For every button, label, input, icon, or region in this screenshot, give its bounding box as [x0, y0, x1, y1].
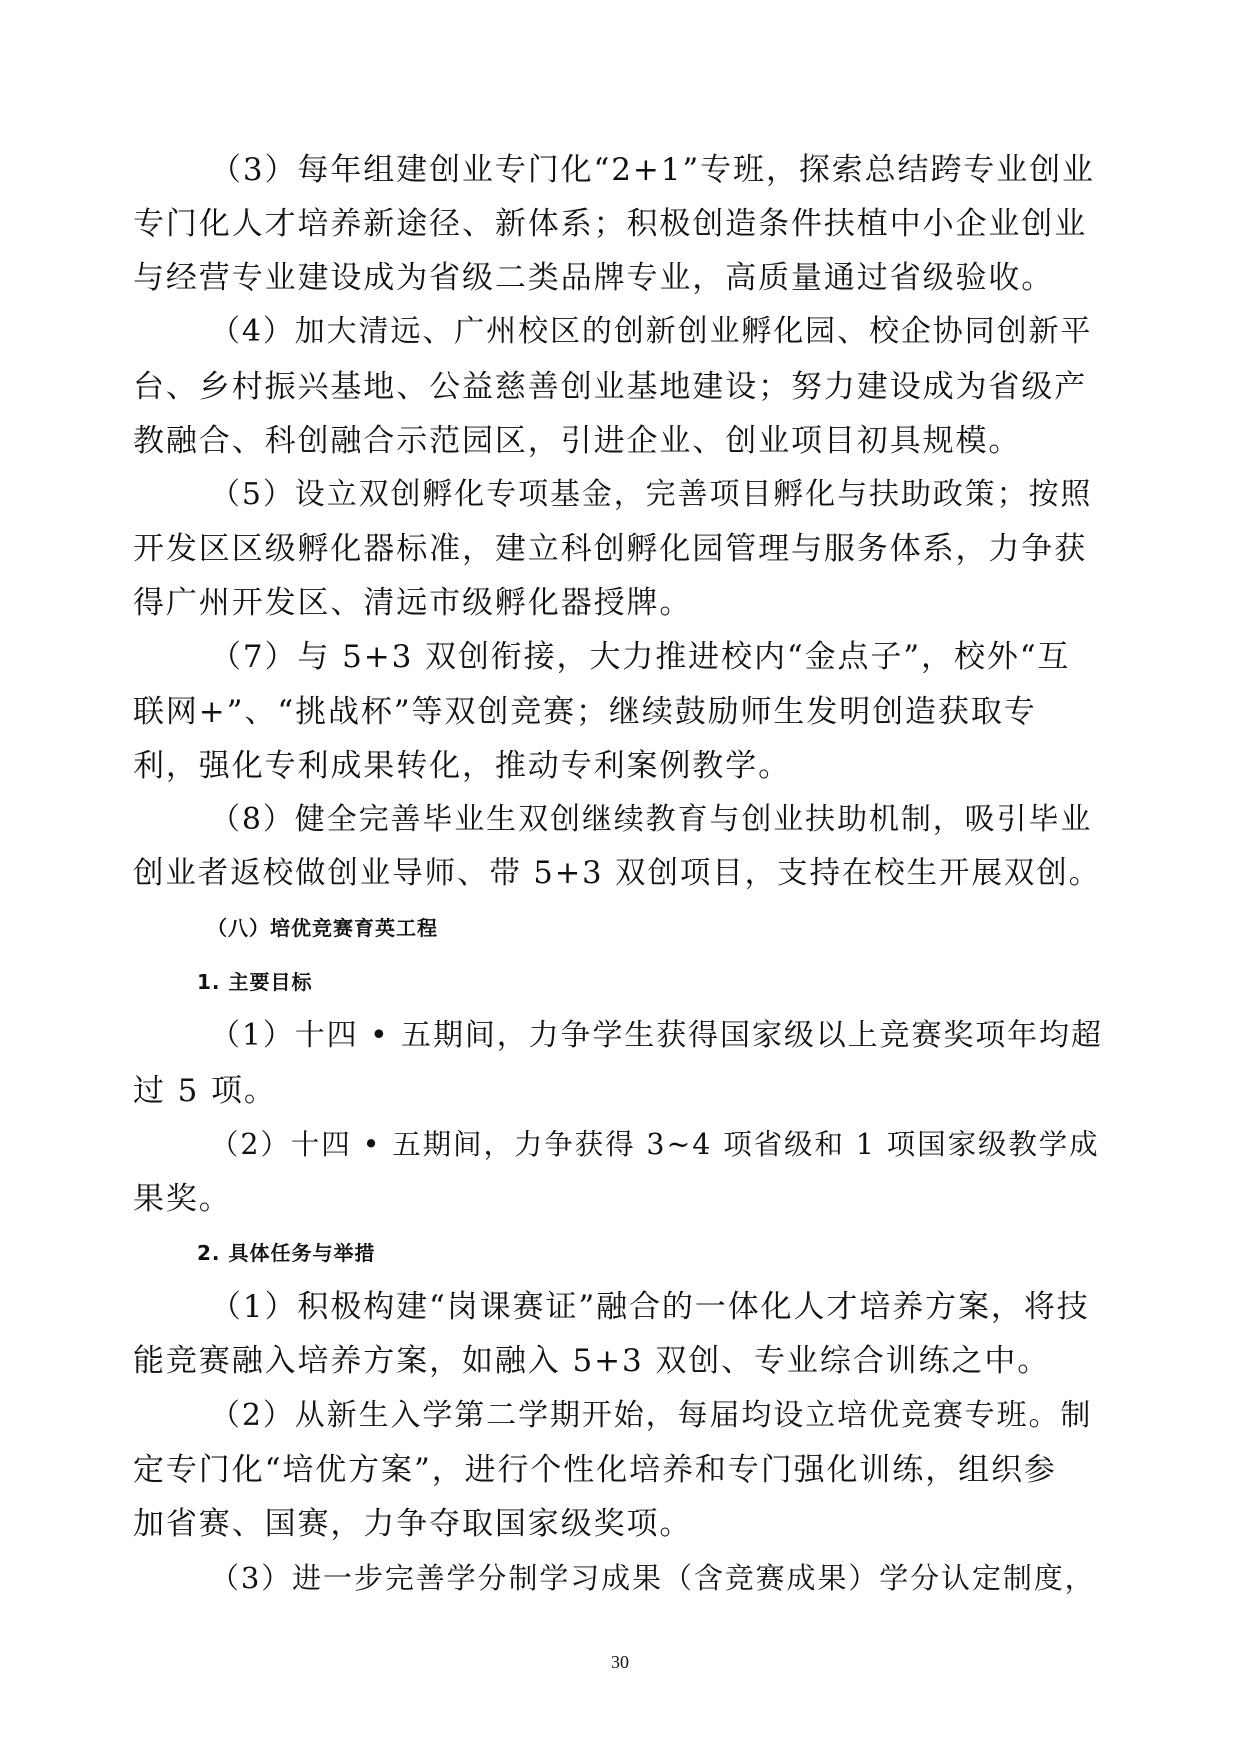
paragraph-4-line-1: （4）加大清远、广州校区的创新创业孵化园、校企协同创新平: [210, 314, 1093, 349]
task-2-line-2: 定专门化“培优方案”，进行个性化培养和专门强化训练，组织参: [133, 1452, 1057, 1488]
goal-2-line-1: （2）十四 • 五期间，力争获得 3~4 项省级和 1 项国家级教学成: [210, 1128, 1100, 1161]
goal-1-line-1: （1）十四 • 五期间，力争学生获得国家级以上竞赛奖项年均超: [210, 1018, 1103, 1053]
task-1-line-1: （1）积极构建“岗课赛证”融合的一体化人才培养方案，将技: [210, 1289, 1090, 1325]
subheading-main-goals: 1. 主要目标: [197, 970, 313, 994]
paragraph-3-line-1: （3）每年组建创业专门化“2+1”专班，探索总结跨专业创业: [210, 152, 1095, 188]
goal-2-line-2: 果奖。: [133, 1181, 232, 1217]
task-2-line-3: 加省赛、国赛，力争夺取国家级奖项。: [133, 1506, 693, 1542]
goal-1-line-2: 过 5 项。: [133, 1073, 277, 1109]
section-heading: （八）培优竞赛育英工程: [207, 916, 438, 940]
paragraph-5-line-2: 开发区区级孵化器标准，建立科创孵化园管理与服务体系，力争获: [133, 531, 1088, 567]
task-1-line-2: 能竞赛融入培养方案，如融入 5+3 双创、专业综合训练之中。: [133, 1343, 1051, 1379]
paragraph-4-line-2: 台、乡村振兴基地、公益慈善创业基地建设；努力建设成为省级产: [133, 369, 1088, 405]
task-3-line-1: （3）进一步完善学分制学习成果（含竞赛成果）学分认定制度，: [210, 1561, 1096, 1595]
paragraph-8-line-2: 创业者返校做创业导师、带 5+3 双创项目，支持在校生开展双创。: [133, 856, 1102, 891]
paragraph-3-line-3: 与经营专业建设成为省级二类品牌专业，高质量通过省级验收。: [133, 260, 1055, 296]
paragraph-7-line-2: 联网+”、“挑战杯”等双创竞赛；继续鼓励师生发明创造获取专: [133, 694, 1037, 730]
paragraph-7-line-3: 利，强化专利成果转化，推动专利案例教学。: [133, 748, 791, 784]
page-number: 30: [611, 1652, 629, 1672]
paragraph-5-line-3: 得广州开发区、清远市级孵化器授牌。: [133, 585, 693, 621]
subheading-tasks: 2. 具体任务与举措: [197, 1241, 376, 1265]
paragraph-4-line-3: 教融合、科创融合示范园区，引进企业、创业项目初具规模。: [133, 423, 1022, 459]
paragraph-3-line-2: 专门化人才培养新途径、新体系；积极创造条件扶植中小企业创业: [133, 206, 1088, 242]
paragraph-7-line-1: （7）与 5+3 双创衔接，大力推进校内“金点子”，校外“互: [210, 639, 1071, 675]
paragraph-5-line-1: （5）设立双创孵化专项基金，完善项目孵化与扶助政策；按照: [210, 477, 1093, 512]
task-2-line-1: （2）从新生入学第二学期开始，每届均设立培优竞赛专班。制: [210, 1398, 1093, 1433]
paragraph-8-line-1: （8）健全完善毕业生双创继续教育与创业扶助机制，吸引毕业: [210, 802, 1093, 837]
